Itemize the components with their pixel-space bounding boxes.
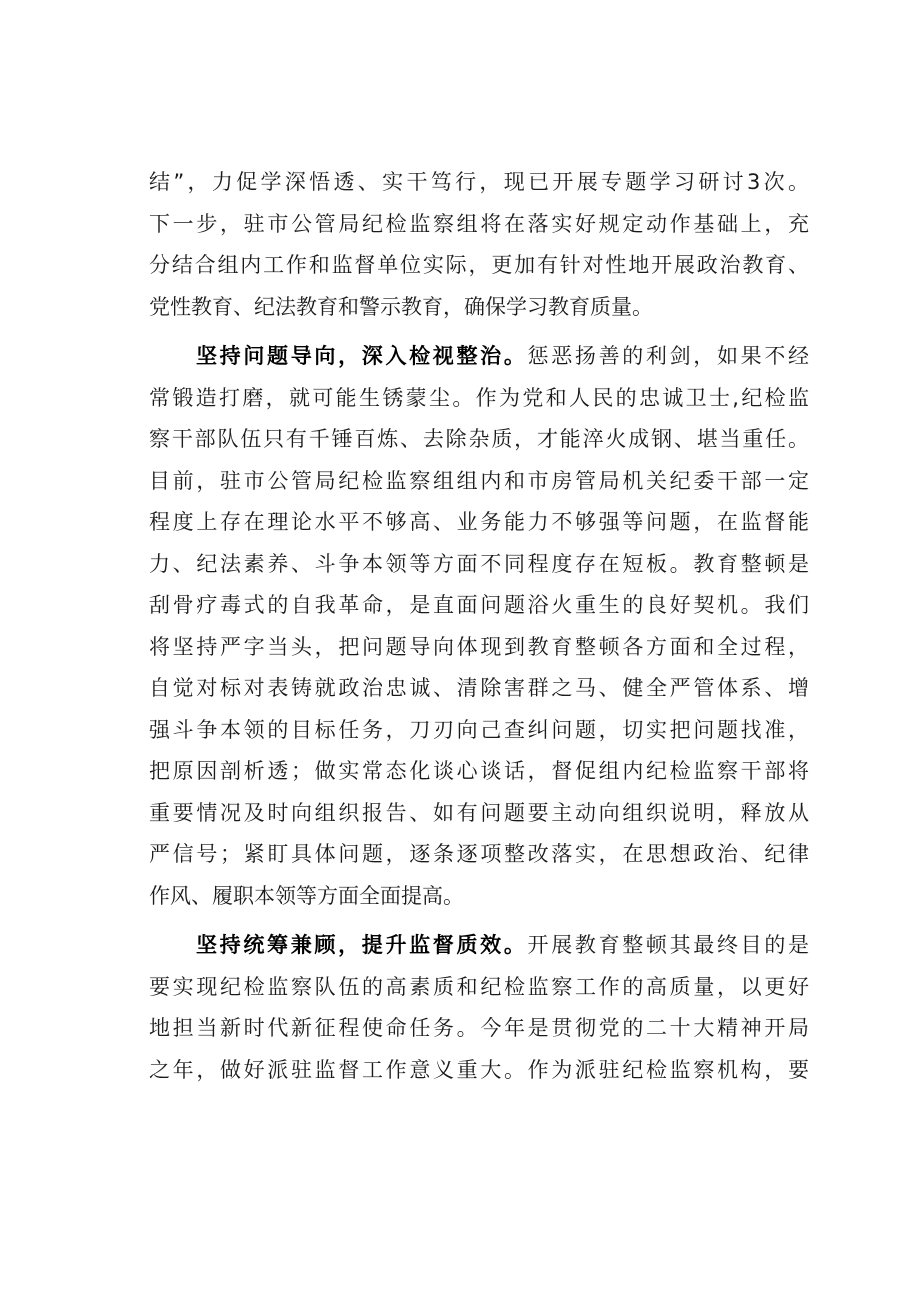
text-line: 地担当新时代新征程使命任务。今年是贯彻党的二十大精神开局	[149, 1016, 809, 1040]
text-line: 察干部队伍只有千锤百炼、去除杂质，才能淬火成钢、堪当重任。	[149, 427, 809, 451]
text-line: 强斗争本领的目标任务，刀刃向己查纠问题，切实把问题找准，	[149, 717, 809, 742]
text-line-first	[149, 336, 809, 378]
text-line: 党性教育、纪法教育和警示教育，确保学习教育质量。	[149, 294, 653, 319]
text-run: 开展教育整顿其最终目的是	[527, 933, 809, 957]
text-line: 作风、履职本领等方面全面提高。	[149, 883, 464, 908]
paragraph-heading: 坚持问题导向，深入检视整治。	[196, 344, 528, 368]
text-line: 严信号；紧盯具体问题，逐条逐项整改落实，在思想政治、纪律	[149, 842, 809, 866]
text-line: 下一步，驻市公管局纪检监察组将在落实好规定动作基础上，充	[149, 211, 809, 236]
text-line: 重要情况及时向组织报告、如有问题要主动向组织说明，释放从	[149, 800, 809, 825]
text-run: 惩恶扬善的利剑，如果不经	[527, 344, 809, 368]
text-line: 目前，驻市公管局纪检监察组组内和市房管局机关纪委干部一定	[149, 468, 809, 493]
paragraph-overall-planning	[149, 925, 809, 1091]
text-line: 要实现纪检监察队伍的高素质和纪检监察工作的高质量，以更好	[149, 974, 809, 999]
text-line: 自觉对标对表铸就政治忠诚、清除害群之马、健全严管体系、增	[149, 676, 809, 700]
text-line: 常锻造打磨，就可能生锈蒙尘。作为党和人民的忠诚卫士,纪检监	[149, 385, 809, 410]
text-line: 程度上存在理论水平不够高、业务能力不够强等问题，在监督能	[149, 510, 809, 534]
text-line: 将坚持严字当头，把问题导向体现到教育整顿各方面和全过程，	[149, 634, 809, 659]
paragraph-heading: 坚持统筹兼顾，提升监督质效。	[196, 933, 528, 957]
text-line: 分结合组内工作和监督单位实际，更加有针对性地开展政治教育、	[149, 253, 809, 277]
text-line: 力、纪法素养、斗争本领等方面不同程度存在短板。教育整顿是	[149, 551, 809, 576]
document-body	[149, 162, 809, 1091]
text-line: 结”，力促学深悟透、实干笃行，现已开展专题学习研讨3次。	[149, 170, 809, 194]
text-line: 之年，做好派驻监督工作意义重大。作为派驻纪检监察机构，要	[149, 1057, 809, 1082]
paragraph-continuation	[149, 162, 809, 328]
paragraph-problem-orientation	[149, 336, 809, 917]
text-line-first	[149, 925, 809, 967]
text-line: 刮骨疗毒式的自我革命，是直面问题浴火重生的良好契机。我们	[149, 593, 809, 617]
text-line: 把原因剖析透；做实常态化谈心谈话，督促组内纪检监察干部将	[149, 759, 809, 783]
